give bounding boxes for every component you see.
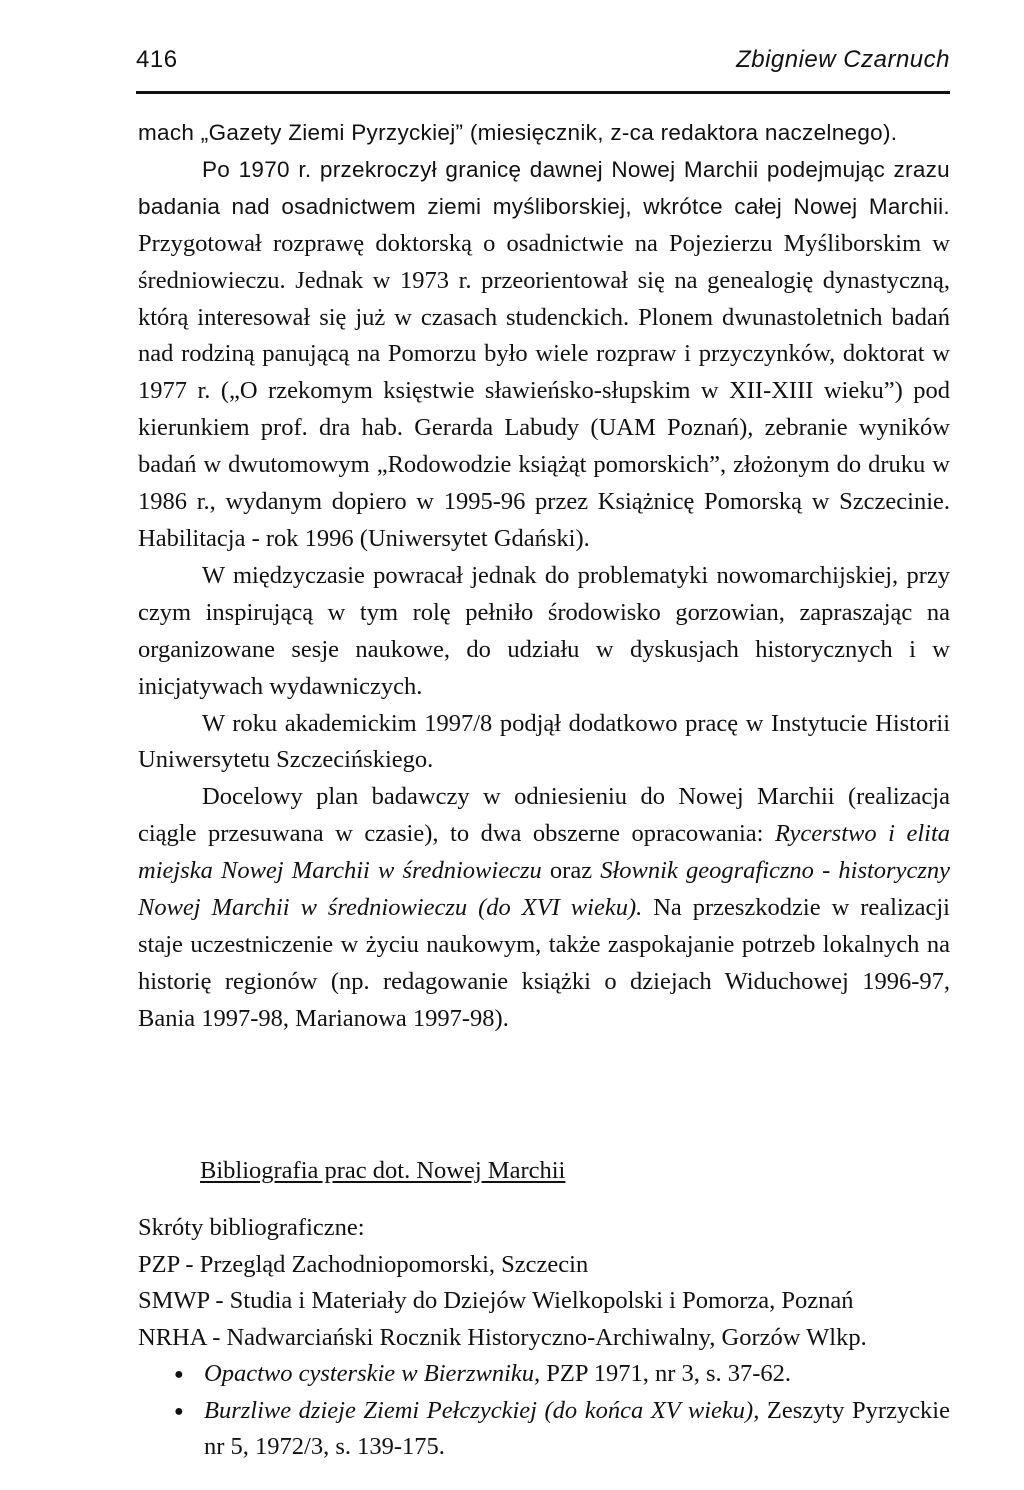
paragraph-4-text: W roku akademickim 1997/8 podjął dodatkowo pracę w Instytucie Historii Uniwersytetu Szczecińskiego.	[138, 709, 950, 774]
paragraph-5-text-c: Na przeszkodzie w realizacji staje uczestniczenie w życiu naukowym, także zaspokajanie potrzeb lokalnych na historię regionów (np. redagowanie książki o dziejach Widuchowej 1996-97, Bania 1997-98, Marianowa 1997-98).	[138, 894, 950, 1032]
bibliography-entry	[138, 1356, 950, 1393]
paragraph-3-text: W międzyczasie powracał jednak do problematyki nowomarchijskiej, przy czym inspirującą w tym rolę pełniło środowisko gorzowian, zapraszając na organizowane sesje naukowe, do udziału w dyskusjach historycznych i w inicjatywach wydawniczych.	[138, 561, 950, 700]
bibliography-entry-title: Opactwo cysterskie w Bierzwniku,	[204, 1360, 541, 1387]
paragraph-2	[138, 152, 950, 558]
abbreviation-pzp: PZP - Przegląd Zachodniopomorski, Szczecin	[138, 1250, 589, 1278]
bibliography-entry-details: Zeszyty Pyrzyckie nr 5, 1972/3, s. 139-175.	[204, 1396, 950, 1460]
abbreviation-smwp: SMWP - Studia i Materiały do Dziejów Wielkopolski i Pomorza, Poznań	[138, 1287, 854, 1314]
bibliography	[138, 1210, 950, 1466]
paragraph-2-text-a: Po 1970 r. przekroczył granicę dawnej Nowej Marchii podejmując zrazu badania nad osadnictwem ziemi myśliborskiej, wkrótce całej Nowej Marchii.	[138, 156, 950, 219]
paragraph-5-text-b: oraz	[541, 857, 601, 885]
bullet-icon: ●	[174, 1366, 184, 1383]
abbreviation-nrha: NRHA - Nadwarciański Rocznik Historyczno-Archiwalny, Gorzów Wlkp.	[138, 1323, 867, 1351]
page-number: 416	[136, 46, 178, 73]
paragraph-5	[138, 779, 950, 1037]
bullet-icon: ●	[174, 1402, 184, 1420]
bibliography-heading: Bibliografia prac dot. Nowej Marchii	[200, 1157, 566, 1184]
page-header	[136, 46, 950, 86]
running-head-author: Zbigniew Czarnuch	[736, 46, 950, 73]
work-title-slownik: Słownik geograficzno - historyczny Nowej Marchii w średniowieczu (do XVI wieku).	[138, 857, 950, 922]
bibliography-entry-title: Burzliwe dzieje Ziemi Pełczyckiej (do końca XV wieku),	[204, 1396, 760, 1424]
abbreviations-heading: Skróty bibliograficzne:	[138, 1214, 365, 1241]
work-title-rycerstwo: Rycerstwo i elita miejska Nowej Marchii w średniowieczu	[138, 820, 951, 885]
paragraph-5-text-a: Docelowy plan badawczy w odniesieniu do Nowej Marchii (realizacja ciągle przesuwana w czasie), to dwa obszerne opracowania:	[138, 783, 950, 848]
paragraph-2-text-b: Przygotował rozprawę doktorską o osadnictwie na Pojezierzu Myśliborskim w średniowieczu. Jednak w 1973 r. przeorientował się na genealogię dynastyczną, którą interesował się już w czasach studenckich. Plonem dwunastoletnich badań nad rodziną panującą na Pomorzu było wiele rozpraw i przyczynków, doktorat w 1977 r. („O rzekomym księstwie sławieńsko-słupskim w XII-XIII wieku”) pod kierunkiem prof. dra hab. Gerarda Labudy (UAM Poznań), zebranie wyników badań w dwutomowym „Rodowodzie książąt pomorskich”, złożonym do druku w 1986 r., wydanym dopiero w 1995-96 przez Książnicę Pomorską w Szczecinie. Habilitacja - rok 1996 (Uniwersytet Gdański).	[138, 229, 950, 552]
header-rule	[136, 91, 950, 94]
paragraph-3	[138, 558, 950, 706]
body-text	[138, 115, 950, 1038]
bibliography-entry	[138, 1393, 950, 1466]
paragraph-4	[138, 706, 950, 780]
paragraph-1-text: mach „Gazety Ziemi Pyrzyckiej” (miesięcznik, z-ca redaktora naczelnego).	[138, 120, 898, 145]
paragraph-1	[138, 115, 950, 152]
bibliography-entry-details: PZP 1971, nr 3, s. 37-62.	[540, 1360, 792, 1387]
